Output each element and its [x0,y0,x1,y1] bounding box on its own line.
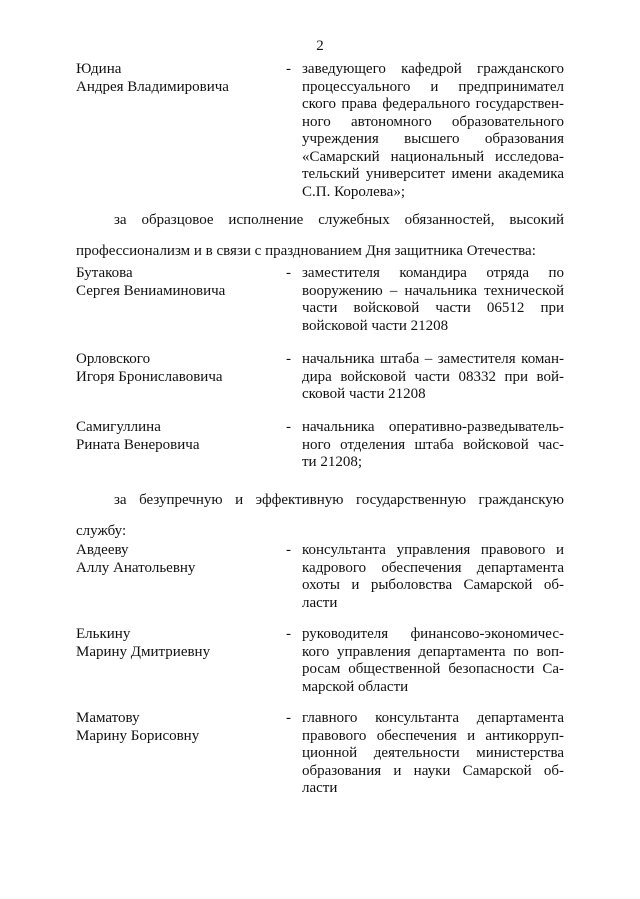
position-line: кого управления департамента по воп- [302,643,564,660]
position-line: руководителя финансово-экономичес- [302,626,564,642]
recipient-name [76,61,276,96]
recipient-name [76,265,276,300]
position-line: главного консультанта департамента [302,710,564,726]
position-line: начальника штаба – заместителя коман- [302,351,564,367]
position-line: ласти [302,594,338,611]
recipient-given-names: Марину Дмитриевну [76,643,211,660]
separator-dash: - [286,419,291,435]
position-line: процессуального и предпринимател [302,78,564,95]
position-line: кадрового обеспечения департамента [302,559,564,576]
recipient-given-names: Игоря Брониславовича [76,368,223,385]
position-line: «Самарский национальный исследова- [302,148,564,165]
award-reason-heading [76,211,564,260]
recipient-name [76,542,276,577]
position-line: правового обеспечения и антикорруп- [302,727,564,744]
recipient-surname: Бутакова [76,265,133,281]
position-line: тельский университет имени академика [302,166,564,182]
reason-line: за образцовое исполнение служебных обязанностей, высокий [114,212,564,228]
recipient-name [76,351,276,386]
position-line: образования и науки Самарской об- [302,762,564,779]
position-line: заведующего кафедрой гражданского [302,61,564,77]
page-number: 2 [316,38,324,54]
reason-line: профессионализм и в связи с празднованием Дня защитника Отечества: [76,243,536,259]
recipient-position [302,351,564,404]
recipient-name [76,419,276,454]
recipient-given-names: Рината Венеровича [76,436,200,453]
separator-dash: - [286,710,291,726]
recipient-surname: Самигуллина [76,419,161,435]
position-line: ского права федерального государствен- [302,96,564,112]
position-line: дира войсковой части 08332 при вой- [302,368,564,385]
award-reason-heading [76,491,564,540]
position-line: марской области [302,678,409,695]
separator-dash: - [286,265,291,281]
position-line: сковой части 21208 [302,386,426,402]
position-line: заместителя командира отряда по [302,265,564,281]
recipient-name [76,626,276,661]
position-line: ного отделения штаба войсковой час- [302,436,564,453]
position-line: ти 21208; [302,454,362,470]
recipient-position [302,419,564,472]
separator-dash: - [286,61,291,77]
recipient-position [302,626,564,696]
recipient-surname: Елькину [76,626,131,642]
position-line: ласти [302,780,338,796]
recipient-surname: Орловского [76,351,151,367]
reason-line: службу: [76,523,127,539]
reason-line: за безупречную и эффективную государственную гражданскую [114,492,564,508]
position-line: вооружению – начальника технической [302,282,564,299]
recipient-surname: Маматову [76,710,140,726]
position-line: начальника оперативно-разведыватель- [302,419,564,435]
position-line: войсковой части 21208 [302,317,449,334]
position-line: росам общественной безопасности Са- [302,661,564,677]
recipient-surname: Авдееву [76,542,129,558]
position-line: консультанта управления правового и [302,542,564,558]
recipient-position [302,710,564,798]
position-line: С.П. Королева»; [302,183,406,200]
recipient-name [76,710,276,745]
recipient-position [302,542,564,612]
separator-dash: - [286,626,291,642]
position-line: охоты и рыболовства Самарской об- [302,577,564,593]
position-line: ционной деятельности министерства [302,745,564,761]
position-line: ного автономного образовательного [302,113,564,130]
separator-dash: - [286,351,291,367]
recipient-surname: Юдина [76,61,122,77]
recipient-position [302,265,564,335]
recipient-position [302,61,564,201]
position-line: учреждения высшего образования [302,131,564,147]
separator-dash: - [286,542,291,558]
recipient-given-names: Андрея Владимировича [76,78,229,95]
position-line: части войсковой части 06512 при [302,300,564,316]
recipient-given-names: Сергея Вениаминовича [76,282,226,299]
recipient-given-names: Марину Борисовну [76,727,200,744]
recipient-given-names: Аллу Анатольевну [76,559,196,576]
